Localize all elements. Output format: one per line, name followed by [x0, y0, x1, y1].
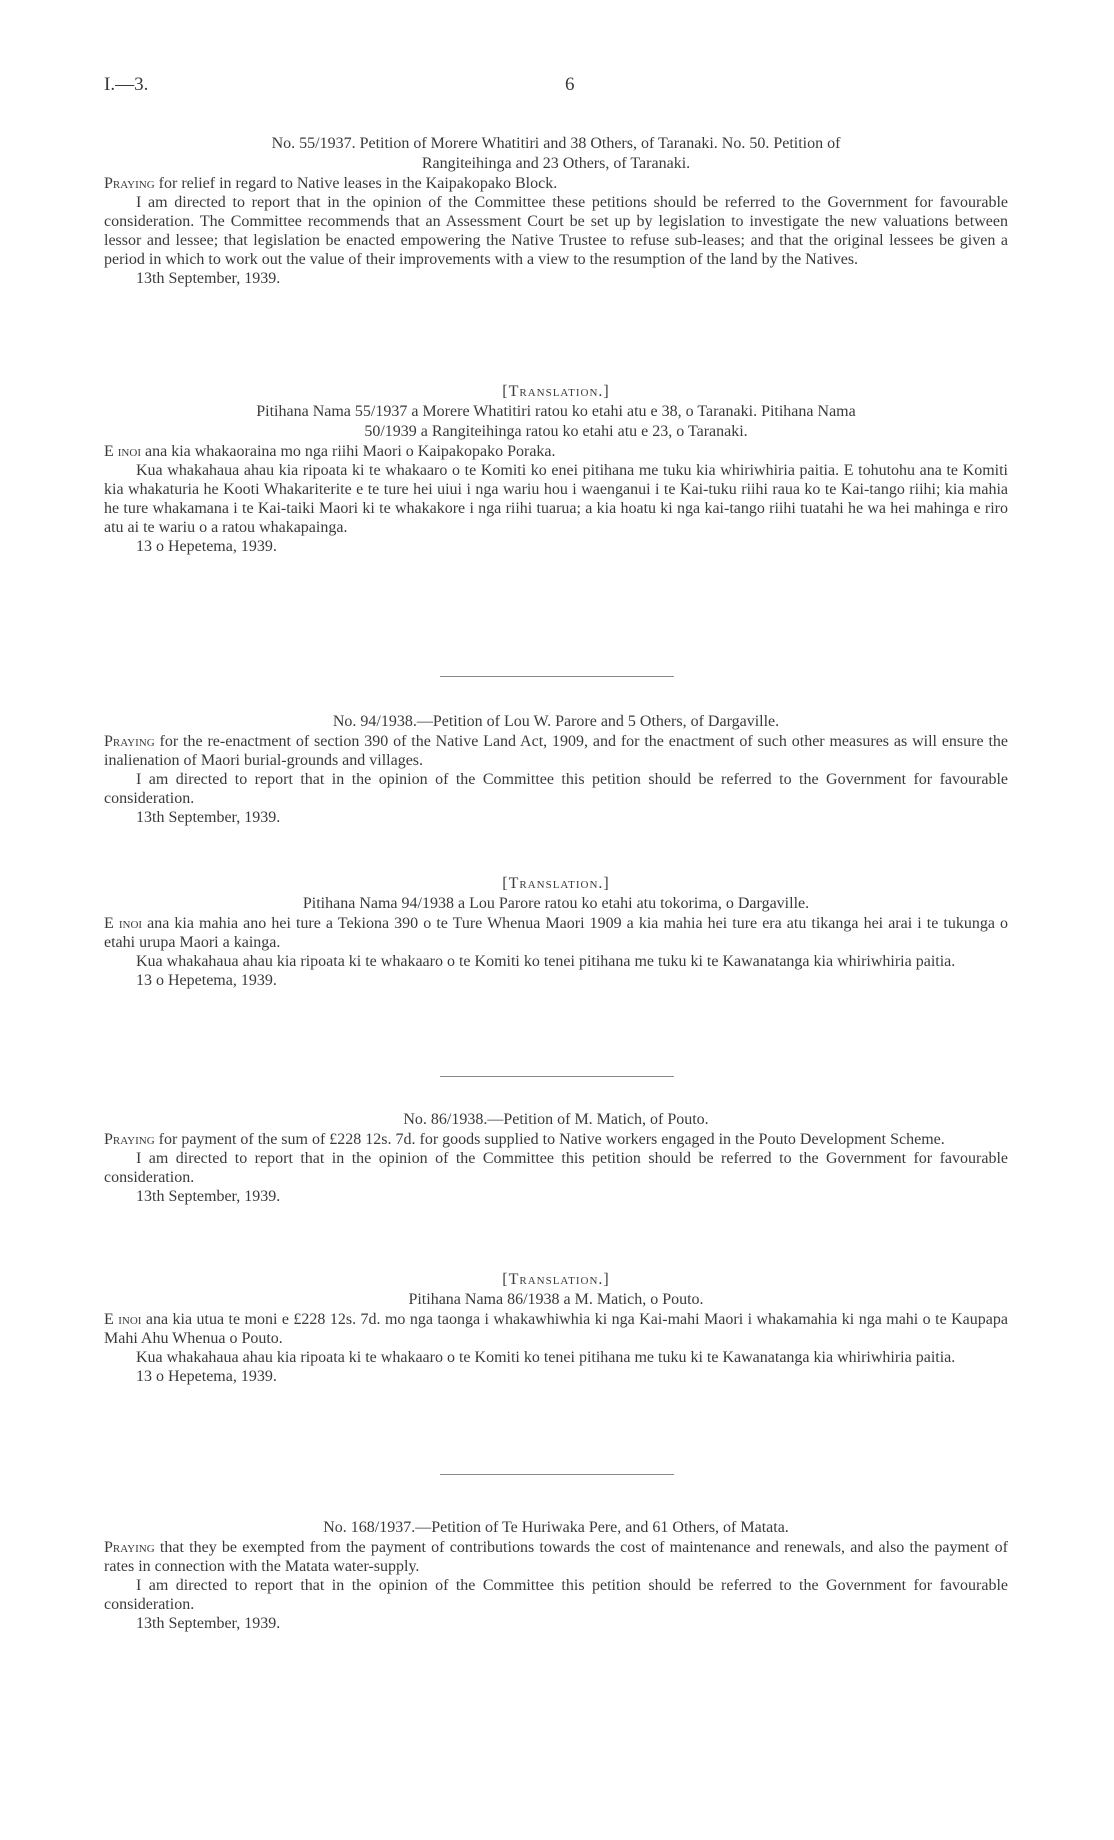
- prayer-text: for the re-enactment of section 390 of the Native Land Act, 1909, and for the enactment of such other measures as will ensure the inalienation of Maori burial-grounds and villages.: [104, 733, 1008, 769]
- petition-prayer: [104, 1310, 1008, 1348]
- committee-report: I am directed to report that in the opinion of the Committee this petition should be referred to the Government for favourable consideration.: [104, 1577, 1008, 1613]
- committee-report: I am directed to report that in the opinion of the Committee these petitions should be referred to the Government for favourable consideration. The Committee recommends that an Assessment Court be set up by legislation to investigate the new valuations between lessor and lessee; that legislation be enacted empowering the Native Trustee to refuse sub-leases; and that the original lessees be given a period in which to work out the value of their improvements with a view to the resumption of the land by the Natives.: [104, 194, 1008, 268]
- committee-report: Kua whakahaua ahau kia ripoata ki te whakaaro o te Komiti ko enei pitihana me tuku kia whiriwhiria paitia. E tohutohu ana te Komiti kia whakaturia he Kooti Whakariterite e te ture hei uiui i nga wariu hou i waenganui i te Kai-tuku riihi raua ko te Kai-tango riihi; kia mahia he ture whakamana i te Kai-taiki Maori ki te whakakore i nga riihi tuarua; a kia hoatu ki nga kai-tango riihi tuatahi he wa hei mahinga e riro atu ai te wariu o a ratou whakapainga.: [104, 462, 1008, 536]
- prayer-text: ana kia whakaoraina mo nga riihi Maori o Kaipakopako Poraka.: [141, 443, 556, 460]
- petition-heading-continued: 50/1939 a Rangiteihinga ratou ko etahi atu e 23, o Taranaki.: [364, 423, 748, 440]
- translation-label: [Translation.]: [502, 875, 610, 892]
- petition-heading: No. 55/1937. Petition of Morere Whatitiri and 38 Others, of Taranaki. No. 50. Petition of: [271, 135, 841, 152]
- committee-report: I am directed to report that in the opinion of the Committee this petition should be referred to the Government for favourable consideration.: [104, 1150, 1008, 1186]
- petition-prayer: [104, 174, 1008, 193]
- petition-94-1938: [104, 712, 1008, 827]
- report-date: 13th September, 1939.: [136, 270, 281, 287]
- report-date: 13 o Hepetema, 1939.: [136, 1368, 277, 1385]
- report-date: 13th September, 1939.: [136, 1615, 281, 1632]
- prayer-lead-word: E inoi: [104, 1311, 142, 1328]
- section-divider: [440, 1474, 674, 1475]
- committee-report: I am directed to report that in the opinion of the Committee this petition should be referred to the Government for favourable consideration.: [104, 771, 1008, 807]
- page-number: 6: [565, 74, 575, 95]
- prayer-lead-word: E inoi: [104, 915, 143, 932]
- translation-label: [Translation.]: [502, 1271, 610, 1288]
- petition-prayer: [104, 914, 1008, 952]
- translation-86-1938: [104, 1270, 1008, 1386]
- petition-heading: No. 86/1938.—Petition of M. Matich, of Pouto.: [403, 1111, 709, 1128]
- petition-heading: Pitihana Nama 94/1938 a Lou Parore ratou ko etahi atu tokorima, o Dargaville.: [302, 895, 810, 912]
- committee-report: Kua whakahaua ahau kia ripoata ki te whakaaro o te Komiti ko tenei pitihana me tuku ki te Kawanatanga kia whiriwhiria paitia.: [136, 1349, 956, 1366]
- translation-label: [Translation.]: [502, 383, 610, 400]
- prayer-text: ana kia utua te moni e £228 12s. 7d. mo nga taonga i whakawhiwhia ki nga Kai-mahi Maori i whakamahia ki nga mahi o te Kaupapa Mahi Ahu Whenua o Pouto.: [104, 1311, 1008, 1347]
- petition-prayer: [104, 442, 1008, 461]
- prayer-text: for payment of the sum of £228 12s. 7d. for goods supplied to Native workers engaged in the Pouto Development Scheme.: [154, 1131, 945, 1148]
- petition-168-1937: [104, 1518, 1008, 1633]
- prayer-lead-word: Praying: [104, 175, 155, 192]
- document-reference: I.—3.: [104, 74, 149, 95]
- petition-heading-continued: Rangiteihinga and 23 Others, of Taranaki.: [421, 155, 691, 172]
- prayer-lead-word: Praying: [104, 1539, 155, 1556]
- prayer-text: that they be exempted from the payment of contributions towards the cost of maintenance and renewals, and also the payment of rates in connection with the Matata water-supply.: [104, 1539, 1008, 1575]
- petition-heading: Pitihana Nama 86/1938 a M. Matich, o Pouto.: [408, 1291, 704, 1308]
- prayer-lead-word: Praying: [104, 733, 155, 750]
- petition-55-1937: [104, 134, 1008, 288]
- section-divider: [440, 676, 674, 677]
- running-head: [104, 74, 1004, 98]
- report-date: 13th September, 1939.: [136, 809, 281, 826]
- petition-prayer: [104, 732, 1008, 770]
- petition-heading: No. 94/1938.—Petition of Lou W. Parore and 5 Others, of Dargaville.: [332, 713, 780, 730]
- prayer-lead-word: E inoi: [104, 443, 141, 460]
- prayer-text: for relief in regard to Native leases in the Kaipakopako Block.: [154, 175, 558, 192]
- report-date: 13 o Hepetema, 1939.: [136, 972, 277, 989]
- prayer-lead-word: Praying: [104, 1131, 155, 1148]
- petition-prayer: [104, 1130, 1008, 1149]
- section-divider: [440, 1076, 674, 1077]
- report-date: 13 o Hepetema, 1939.: [136, 538, 277, 555]
- translation-55-1937: [104, 382, 1008, 556]
- prayer-text: ana kia mahia ano hei ture a Tekiona 390 o te Ture Whenua Maori 1909 a kia mahia hei ture era atu tikanga hei arai i te tukunga o etahi urupa Maori a kainga.: [104, 915, 1008, 951]
- petition-heading: Pitihana Nama 55/1937 a Morere Whatitiri ratou ko etahi atu e 38, o Taranaki. Pitihana Nama: [256, 403, 856, 420]
- petition-86-1938: [104, 1110, 1008, 1206]
- petition-heading: No. 168/1937.—Petition of Te Huriwaka Pere, and 61 Others, of Matata.: [323, 1519, 789, 1536]
- report-date: 13th September, 1939.: [136, 1188, 281, 1205]
- committee-report: Kua whakahaua ahau kia ripoata ki te whakaaro o te Komiti ko tenei pitihana me tuku ki te Kawanatanga kia whiriwhiria paitia.: [136, 953, 956, 970]
- petition-prayer: [104, 1538, 1008, 1576]
- translation-94-1938: [104, 874, 1008, 990]
